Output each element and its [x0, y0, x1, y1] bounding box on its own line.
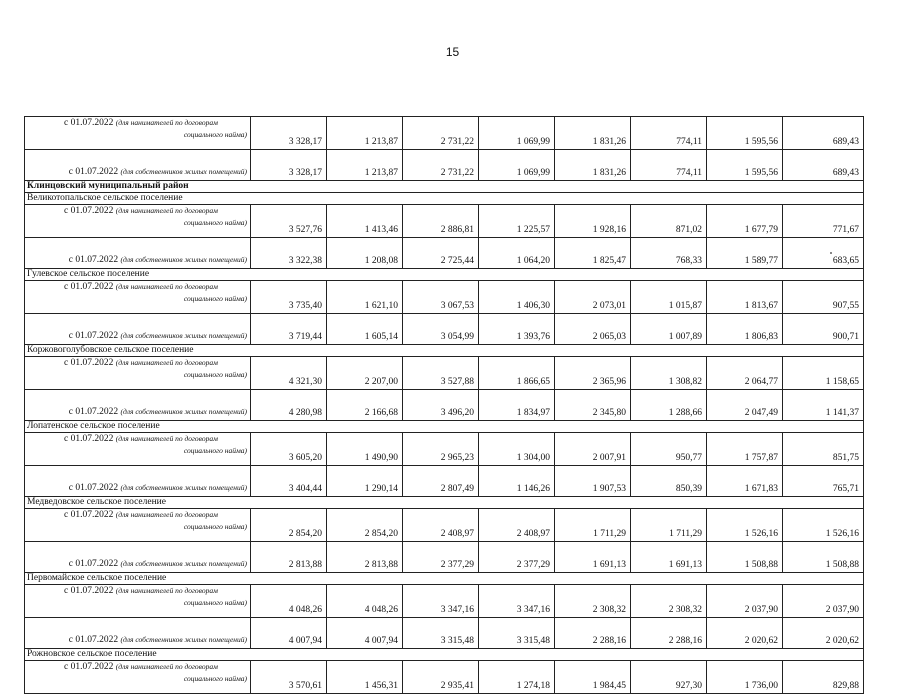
- tenant-note: (для нанимателей по договорам: [115, 206, 218, 215]
- value-cell: 2 065,03: [555, 314, 631, 345]
- label-line-1: [28, 509, 247, 521]
- value-cell: 1 907,53: [555, 466, 631, 497]
- date-label: с 01.07.2022: [64, 282, 116, 292]
- value-cell: 2 365,96: [555, 357, 631, 390]
- value-cell: 2 807,49: [403, 466, 479, 497]
- date-label: с 01.07.2022: [68, 635, 121, 645]
- value-cell: 3 496,20: [403, 390, 479, 421]
- value-cell: 1 595,56: [707, 150, 783, 181]
- value-cell: 1 605,14: [327, 314, 403, 345]
- date-label: с 01.07.2022: [68, 483, 121, 493]
- value-cell: 683,65: [783, 238, 864, 269]
- tenant-row: [25, 281, 864, 314]
- tenant-note: (для нанимателей по договорам: [115, 662, 218, 671]
- value-cell: 4 007,94: [327, 618, 403, 649]
- tenant-row: [25, 585, 864, 618]
- value-cell: 2 308,32: [631, 585, 707, 618]
- settlement-row: [25, 421, 864, 433]
- value-cell: 2 007,91: [555, 433, 631, 466]
- row-label: [25, 509, 251, 542]
- value-cell: 2 725,44: [403, 238, 479, 269]
- value-cell: 3 347,16: [403, 585, 479, 618]
- value-cell: 950,77: [631, 433, 707, 466]
- value-cell: 2 935,41: [403, 661, 479, 694]
- owner-note: (для собственников жилых помещений): [120, 331, 247, 340]
- date-label: с 01.07.2022: [68, 167, 121, 177]
- tariff-table: [24, 116, 864, 694]
- tenant-row: [25, 357, 864, 390]
- value-cell: 1 225,57: [479, 205, 555, 238]
- date-label: с 01.07.2022: [64, 434, 116, 444]
- district-name: Клинцовский муниципальный район: [25, 181, 864, 193]
- value-cell: 774,11: [631, 150, 707, 181]
- label-line-1: [28, 205, 247, 217]
- settlement-name: Первомайское сельское поселение: [25, 573, 864, 585]
- row-label: [25, 281, 251, 314]
- value-cell: 1 691,13: [631, 542, 707, 573]
- row-label: [25, 238, 251, 269]
- table-body: [25, 117, 864, 694]
- value-cell: 2 965,23: [403, 433, 479, 466]
- value-cell: 927,30: [631, 661, 707, 694]
- label-line: [28, 634, 247, 646]
- value-cell: 3 054,99: [403, 314, 479, 345]
- owner-note: (для собственников жилых помещений): [120, 483, 247, 492]
- value-cell: 3 735,40: [251, 281, 327, 314]
- value-cell: 3 527,88: [403, 357, 479, 390]
- value-cell: 1 508,88: [783, 542, 864, 573]
- value-cell: 2 345,80: [555, 390, 631, 421]
- value-cell: 2 854,20: [251, 509, 327, 542]
- owner-note: (для собственников жилых помещений): [120, 167, 247, 176]
- label-line-1: [28, 281, 247, 293]
- value-cell: 1 757,87: [707, 433, 783, 466]
- date-label: с 01.07.2022: [64, 206, 116, 216]
- value-cell: 1 069,99: [479, 117, 555, 150]
- value-cell: 2 408,97: [479, 509, 555, 542]
- date-label: с 01.07.2022: [64, 358, 116, 368]
- row-label: [25, 585, 251, 618]
- value-cell: 2 308,32: [555, 585, 631, 618]
- value-cell: 1 866,65: [479, 357, 555, 390]
- owner-note: (для собственников жилых помещений): [120, 559, 247, 568]
- value-cell: 829,88: [783, 661, 864, 694]
- owner-row: [25, 314, 864, 345]
- owner-note: (для собственников жилых помещений): [120, 635, 247, 644]
- value-cell: 1 393,76: [479, 314, 555, 345]
- owner-row: [25, 542, 864, 573]
- settlement-row: [25, 497, 864, 509]
- settlement-name: Рожновское сельское поселение: [25, 649, 864, 661]
- label-line-1: [28, 585, 247, 597]
- value-cell: 765,71: [783, 466, 864, 497]
- owner-row: [25, 238, 864, 269]
- value-cell: 2 886,81: [403, 205, 479, 238]
- value-cell: 1 304,00: [479, 433, 555, 466]
- value-cell: 1 671,83: [707, 466, 783, 497]
- settlement-row: [25, 193, 864, 205]
- date-label: с 01.07.2022: [68, 559, 121, 569]
- tenant-row: [25, 509, 864, 542]
- label-line: [28, 482, 247, 494]
- row-label: [25, 357, 251, 390]
- tenant-note-cont: социального найма): [183, 370, 247, 379]
- tenant-note-cont: социального найма): [183, 218, 247, 227]
- settlement-row: [25, 573, 864, 585]
- tenant-note-cont: социального найма): [183, 598, 247, 607]
- value-cell: 3 719,44: [251, 314, 327, 345]
- value-cell: 2 288,16: [555, 618, 631, 649]
- value-cell: 2 377,29: [403, 542, 479, 573]
- value-cell: 1 141,37: [783, 390, 864, 421]
- row-label: [25, 117, 251, 150]
- label-line: [28, 406, 247, 418]
- date-label: с 01.07.2022: [68, 407, 121, 417]
- value-cell: 3 605,20: [251, 433, 327, 466]
- value-cell: 1 621,10: [327, 281, 403, 314]
- value-cell: 1 213,87: [327, 117, 403, 150]
- date-label: с 01.07.2022: [68, 255, 121, 265]
- label-line: [28, 254, 247, 266]
- value-cell: 850,39: [631, 466, 707, 497]
- value-cell: 2 207,00: [327, 357, 403, 390]
- value-cell: 2 813,88: [251, 542, 327, 573]
- value-cell: 1 677,79: [707, 205, 783, 238]
- tenant-row: [25, 661, 864, 694]
- settlement-name: Коржовоголубовское сельское поселение: [25, 345, 864, 357]
- settlement-name: Лопатенское сельское поселение: [25, 421, 864, 433]
- label-line-1: [28, 661, 247, 673]
- value-cell: 1 984,45: [555, 661, 631, 694]
- row-label: [25, 390, 251, 421]
- value-cell: 900,71: [783, 314, 864, 345]
- row-label: [25, 542, 251, 573]
- page-number: 15: [445, 45, 460, 59]
- tenant-note-cont: социального найма): [183, 130, 247, 139]
- value-cell: 3 570,61: [251, 661, 327, 694]
- district-row: [25, 181, 864, 193]
- value-cell: 3 527,76: [251, 205, 327, 238]
- value-cell: 1 413,46: [327, 205, 403, 238]
- value-cell: 3 322,38: [251, 238, 327, 269]
- value-cell: 4 280,98: [251, 390, 327, 421]
- value-cell: 1 308,82: [631, 357, 707, 390]
- value-cell: 1 288,66: [631, 390, 707, 421]
- owner-row: [25, 390, 864, 421]
- date-label: с 01.07.2022: [68, 331, 121, 341]
- value-cell: 2 073,01: [555, 281, 631, 314]
- value-cell: 4 007,94: [251, 618, 327, 649]
- row-label: [25, 466, 251, 497]
- value-cell: 2 854,20: [327, 509, 403, 542]
- value-cell: 907,55: [783, 281, 864, 314]
- owner-row: [25, 466, 864, 497]
- value-cell: 2 813,88: [327, 542, 403, 573]
- value-cell: 1 158,65: [783, 357, 864, 390]
- value-cell: 1 208,08: [327, 238, 403, 269]
- value-cell: 771,67: [783, 205, 864, 238]
- value-cell: 1 213,87: [327, 150, 403, 181]
- value-cell: 3 347,16: [479, 585, 555, 618]
- tenant-note: (для нанимателей по договорам: [115, 282, 218, 291]
- value-cell: 3 315,48: [403, 618, 479, 649]
- value-cell: 1 928,16: [555, 205, 631, 238]
- value-cell: 871,02: [631, 205, 707, 238]
- label-line: [28, 330, 247, 342]
- tenant-note: (для нанимателей по договорам: [115, 510, 218, 519]
- value-cell: 1 834,97: [479, 390, 555, 421]
- value-cell: 1 274,18: [479, 661, 555, 694]
- settlement-row: [25, 649, 864, 661]
- tenant-row: [25, 117, 864, 150]
- owner-row: [25, 618, 864, 649]
- value-cell: 1 595,56: [707, 117, 783, 150]
- owner-note: (для собственников жилых помещений): [120, 255, 247, 264]
- value-cell: 1 526,16: [783, 509, 864, 542]
- value-cell: 851,75: [783, 433, 864, 466]
- value-cell: 2 037,90: [707, 585, 783, 618]
- label-line-1: [28, 433, 247, 445]
- value-cell: 1 806,83: [707, 314, 783, 345]
- value-cell: 1 831,26: [555, 117, 631, 150]
- value-cell: 1 146,26: [479, 466, 555, 497]
- value-cell: 1 456,31: [327, 661, 403, 694]
- settlement-row: [25, 345, 864, 357]
- value-cell: 3 328,17: [251, 117, 327, 150]
- value-cell: 1 711,29: [631, 509, 707, 542]
- value-cell: 689,43: [783, 117, 864, 150]
- date-label: с 01.07.2022: [64, 662, 116, 672]
- value-cell: 1 813,67: [707, 281, 783, 314]
- value-cell: 2 047,49: [707, 390, 783, 421]
- date-label: с 01.07.2022: [64, 510, 116, 520]
- value-cell: 4 048,26: [251, 585, 327, 618]
- tenant-note-cont: социального найма): [183, 674, 247, 683]
- settlement-name: Гулевское сельское поселение: [25, 269, 864, 281]
- value-cell: 1 490,90: [327, 433, 403, 466]
- label-line: [28, 558, 247, 570]
- date-label: с 01.07.2022: [64, 118, 116, 128]
- value-cell: 1 589,77: [707, 238, 783, 269]
- owner-row: [25, 150, 864, 181]
- value-cell: 689,43: [783, 150, 864, 181]
- row-label: [25, 433, 251, 466]
- value-cell: 1 711,29: [555, 509, 631, 542]
- label-line: [28, 166, 247, 178]
- tenant-note: (для нанимателей по договорам: [115, 434, 218, 443]
- value-cell: 1 691,13: [555, 542, 631, 573]
- value-cell: 1 015,87: [631, 281, 707, 314]
- value-cell: 2 377,29: [479, 542, 555, 573]
- row-label: [25, 205, 251, 238]
- settlement-name: Великотопальское сельское поселение: [25, 193, 864, 205]
- value-cell: 1 290,14: [327, 466, 403, 497]
- value-cell: 2 166,68: [327, 390, 403, 421]
- value-cell: 1 064,20: [479, 238, 555, 269]
- value-cell: 4 048,26: [327, 585, 403, 618]
- settlement-row: [25, 269, 864, 281]
- value-cell: 1 007,89: [631, 314, 707, 345]
- value-cell: 1 508,88: [707, 542, 783, 573]
- row-label: [25, 661, 251, 694]
- value-cell: 2 037,90: [783, 585, 864, 618]
- value-cell: 3 315,48: [479, 618, 555, 649]
- value-cell: 2 020,62: [707, 618, 783, 649]
- value-cell: 2 064,77: [707, 357, 783, 390]
- value-cell: 2 020,62: [783, 618, 864, 649]
- value-cell: 1 406,30: [479, 281, 555, 314]
- value-cell: 768,33: [631, 238, 707, 269]
- tenant-note: (для нанимателей по договорам: [115, 358, 218, 367]
- tenant-row: [25, 433, 864, 466]
- value-cell: 774,11: [631, 117, 707, 150]
- value-cell: 1 069,99: [479, 150, 555, 181]
- tenant-note: (для нанимателей по договорам: [115, 586, 218, 595]
- owner-note: (для собственников жилых помещений): [120, 407, 247, 416]
- label-line-1: [28, 357, 247, 369]
- settlement-name: Медведовское сельское поселение: [25, 497, 864, 509]
- date-label: с 01.07.2022: [64, 586, 116, 596]
- value-cell: 2 288,16: [631, 618, 707, 649]
- tenant-note-cont: социального найма): [183, 522, 247, 531]
- tenant-note-cont: социального найма): [183, 294, 247, 303]
- value-cell: 1 736,00: [707, 661, 783, 694]
- value-cell: 2 731,22: [403, 150, 479, 181]
- tenant-note: (для нанимателей по договорам: [115, 118, 218, 127]
- value-cell: 3 067,53: [403, 281, 479, 314]
- row-label: [25, 618, 251, 649]
- value-cell: 2 408,97: [403, 509, 479, 542]
- row-label: [25, 150, 251, 181]
- value-cell: 1 526,16: [707, 509, 783, 542]
- value-cell: 1 831,26: [555, 150, 631, 181]
- value-cell: 4 321,30: [251, 357, 327, 390]
- tenant-note-cont: социального найма): [183, 446, 247, 455]
- row-label: [25, 314, 251, 345]
- value-cell: 1 825,47: [555, 238, 631, 269]
- tenant-row: [25, 205, 864, 238]
- value-cell: 3 404,44: [251, 466, 327, 497]
- value-cell: 2 731,22: [403, 117, 479, 150]
- label-line-1: [28, 117, 247, 129]
- value-cell: 3 328,17: [251, 150, 327, 181]
